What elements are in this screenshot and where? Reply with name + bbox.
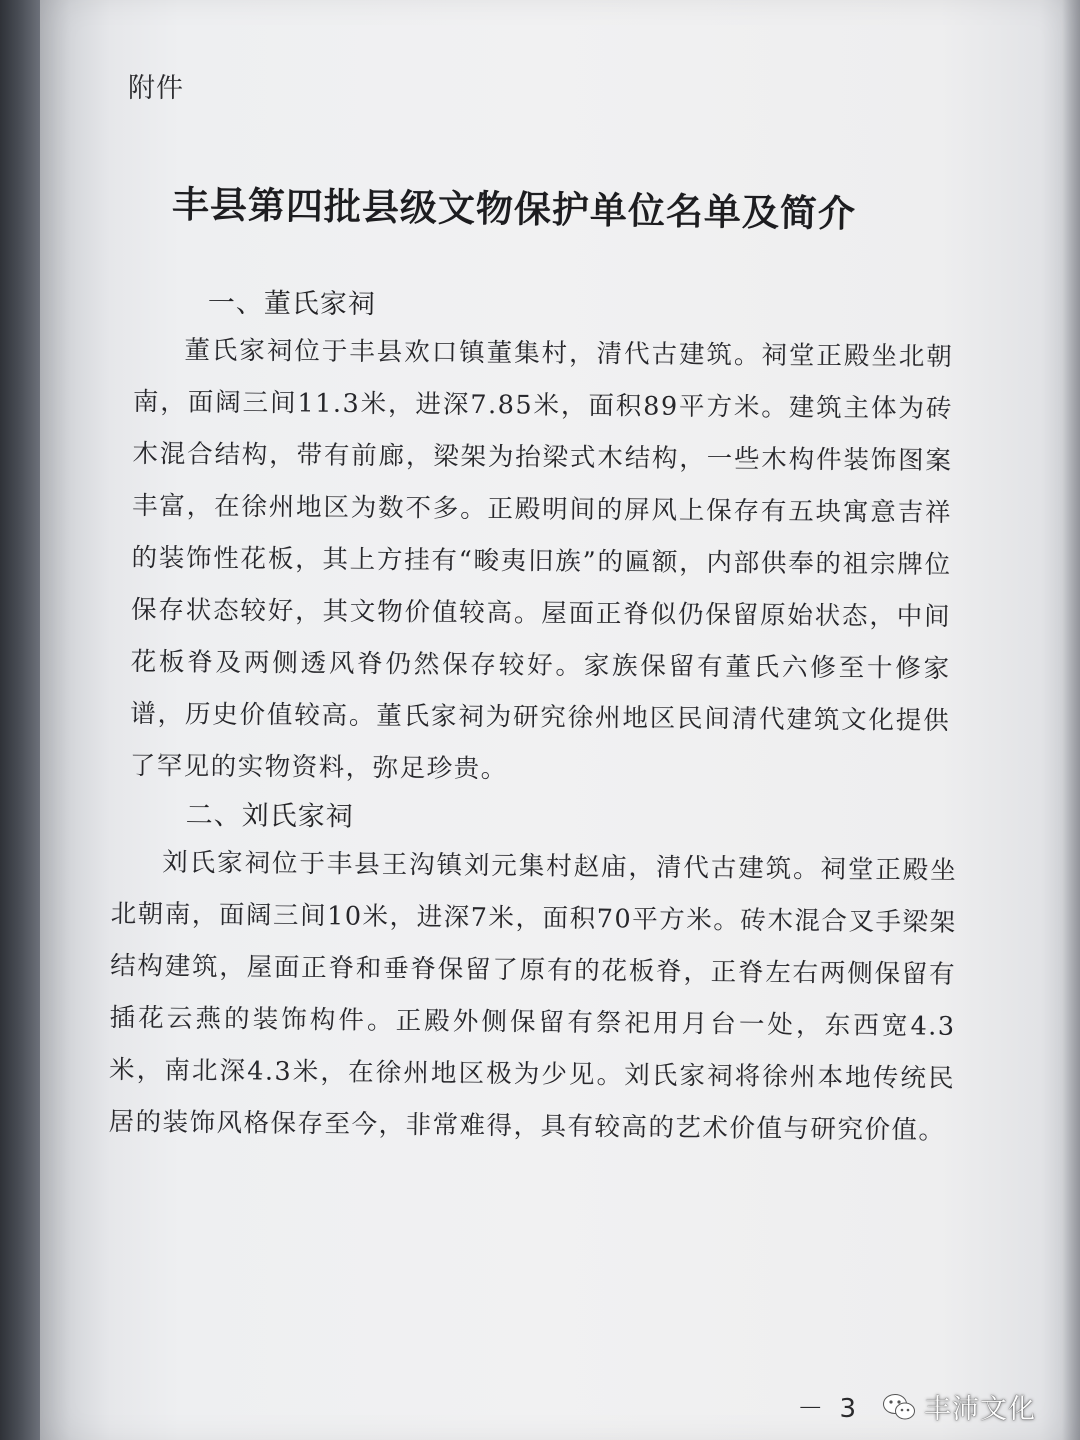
watermark-text: 丰沛文化	[924, 1394, 1036, 1425]
watermark	[874, 1383, 1044, 1430]
section-body: 董氏家祠位于丰县欢口镇董集村，清代古建筑。祠堂正殿坐北朝南，面阔三间11.3米，进深7.85米，面积89平方米。建筑主体为砖木混合结构，带有前廊，梁架为抬梁式木结构，一些木构件装饰图案丰富，在徐州地区为数不多。正殿明间的屏风上保存有五块寓意吉祥的装饰性花板，其上方挂有“畯夷旧族”的匾额，内部供奉的祖宗牌位保存状态较好，其文物价值较高。屋面正脊似仍保留原始状态，中间花板脊及两侧透风脊仍然保存较好。家族保留有董氏六修至十修家谱，历史价值较高。董氏家祠为研究徐州地区民间清代建筑文化提供了罕见的实物资料，弥足珍贵。	[129, 335, 954, 785]
attachment-label: 附件	[128, 73, 184, 104]
page-footer	[797, 1383, 1044, 1430]
section-body: 刘氏家祠位于丰县王沟镇刘元集村赵庙，清代古建筑。祠堂正殿坐北朝南，面阔三间10米，进深7米，面积70平方米。砖木混合叉手梁架结构建筑，屋面正脊和垂脊保留了原有的花板脊，正脊左右两侧保留有插花云燕的装饰构件。正殿外侧保留有祭祀用月台一处，东西宽4.3米，南北深4.3米，在徐州地区极为少见。刘氏家祠将徐州本地传统民居的装饰风格保存至今，非常难得，具有较高的艺术价值与研究价值。	[108, 847, 958, 1146]
page-number: － 3	[797, 1394, 860, 1424]
section-dong-ancestral-hall	[130, 280, 954, 799]
section-heading: 一、董氏家祠	[207, 287, 376, 321]
document-page	[40, 0, 1080, 1440]
document-title: 丰县第四批县级文物保护单位名单及简介	[171, 182, 857, 236]
wechat-icon	[882, 1392, 916, 1422]
section-heading: 二、刘氏家祠	[185, 799, 354, 833]
section-liu-ancestral-hall	[108, 792, 958, 1157]
